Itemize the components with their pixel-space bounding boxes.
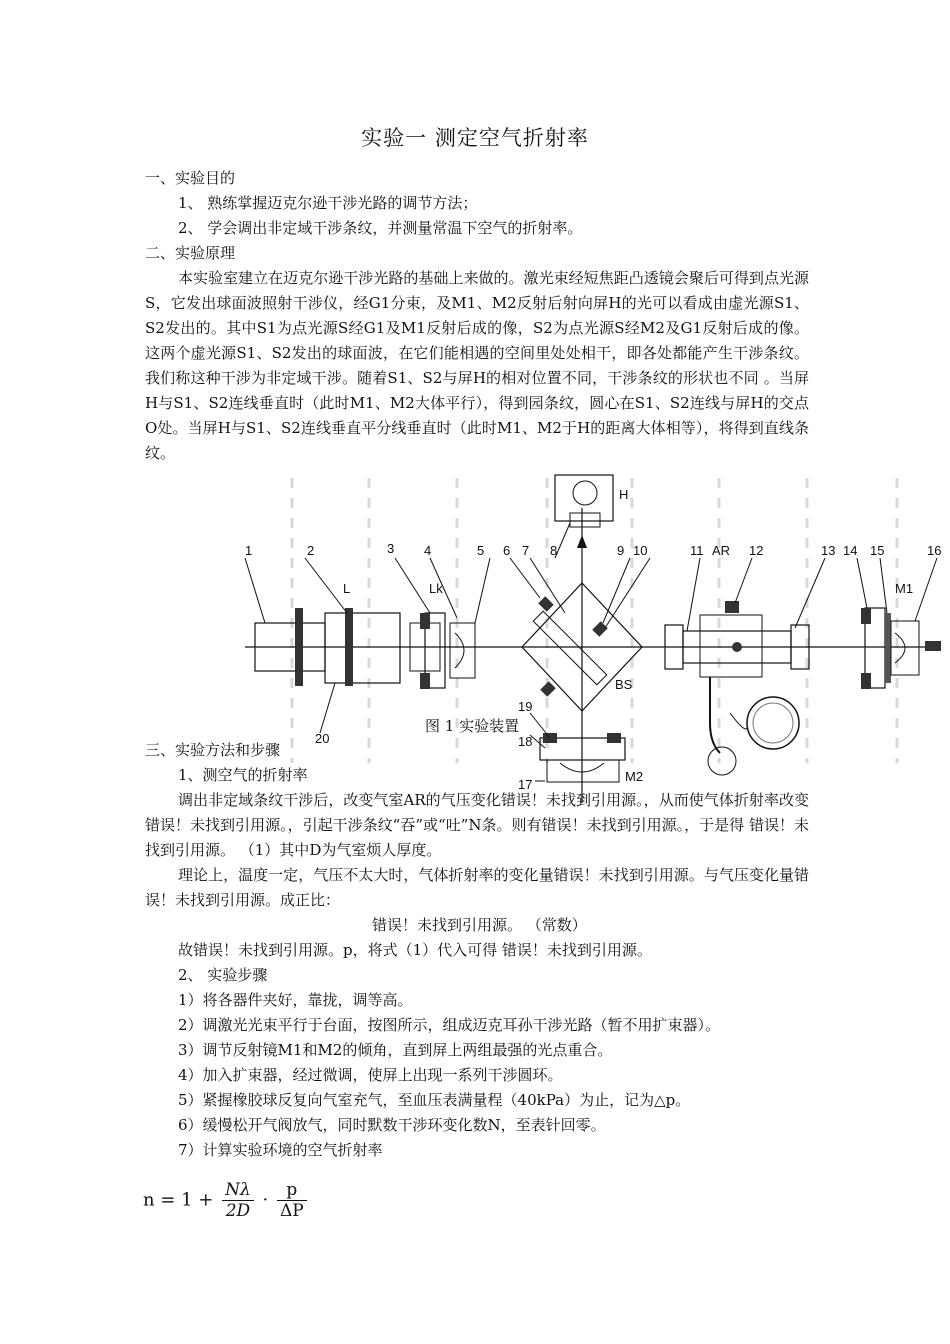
figure-label-15: 15 — [870, 543, 885, 558]
figure-label-H: H — [619, 487, 629, 502]
figure-label-BS: BS — [615, 677, 633, 692]
figure-label-12: 12 — [749, 543, 764, 558]
figure-label-20: 20 — [315, 731, 330, 746]
figure-label-9: 9 — [617, 543, 625, 558]
figure-label-M2: M2 — [625, 769, 644, 784]
formula-num1: Nλ — [225, 1180, 251, 1200]
principle-paragraph: 本实验室建立在迈克尔逊干涉光路的基础上来做的。激光束经短焦距凸透镜会聚后可得到点光源S，它发出球面波照射干涉仪，经G1分束，及M1、M2反射后射向屏H的光可以看成由虚光源S1、S2发出的。其中S1为点光源S经G1及M1反射后成的像，S2为点光源S经M2及G1反射后成的像。这两个虚光源S1、S2发出的球面波，在它们能相遇的空间里处处相干，即各处都能产生干涉条纹。我们称这种干涉为非定域干涉。随着S1、S2与屏H的相对位置不同，干涉条纹的形状也不同 。当屏H与S1、S2连线垂直时（此时M1、M2大体平行），得到园条纹，圆心在S1、S2连线与屏H的交点O处。当屏H与S1、S2连线垂直平分线垂直时（此时M1、M2于H的距离大体相等），将得到直线条纹。 — [145, 269, 809, 462]
figure-label-10: 10 — [633, 543, 648, 558]
formula-num2: p — [277, 1180, 307, 1201]
figure-label-11: 11 — [690, 543, 704, 558]
page-title: 实验一 测定空气折射率 — [361, 126, 589, 150]
method-paragraph-2: 理论上，温度一定，气压不太大时，气体折射率的变化量错误！未找到引用源。与气压变化量错误！未找到引用源。成正比： — [145, 866, 809, 909]
figure-label-13: 13 — [821, 543, 836, 558]
figure-label-Lk: Lk — [429, 581, 443, 596]
figure-label-L: L — [343, 581, 351, 596]
formula-numerator-1 — [222, 1180, 254, 1201]
figure-label-1: 1 — [245, 543, 253, 558]
step-item-4: 4）加入扩束器，经过微调，使屏上出现一系列干涉圆环。 — [178, 1066, 563, 1084]
formula-lhs: n = 1 + — [143, 1189, 214, 1211]
step-item-5: 5）紧握橡胶球反复向气室充气，至血压表满量程（40kPa）为止，记为△p。 — [178, 1091, 691, 1109]
step-item-3: 3）调节反射镜M1和M2的倾角，直到屏上两组最强的光点重合。 — [178, 1041, 613, 1059]
refractive-index-formula — [143, 1180, 310, 1221]
figure-label-17: 17 — [518, 777, 533, 792]
purpose-item-1: 1、 熟练掌握迈克尔逊干涉光路的调节方法； — [178, 194, 478, 212]
formula-fraction-2 — [277, 1180, 307, 1221]
figure-label-18: 18 — [518, 734, 533, 749]
figure-label-AR: AR — [712, 543, 731, 558]
figure-label-3: 3 — [387, 541, 395, 556]
method-paragraph-3: 故错误！未找到引用源。p，将式（1）代入可得 错误！未找到引用源。 — [178, 941, 652, 959]
formula-dot: · — [262, 1189, 269, 1211]
subsection-measure: 1、测空气的折射率 — [178, 766, 308, 784]
figure-label-M1: M1 — [895, 581, 914, 596]
section-heading-purpose: 一、实验目的 — [145, 169, 236, 187]
figure-label-4: 4 — [424, 543, 432, 558]
figure-label-19: 19 — [518, 699, 533, 714]
section-heading-principle: 二、实验原理 — [145, 244, 236, 262]
step-item-2: 2）调激光光束平行于台面，按图所示，组成迈克耳孙干涉光路（暂不用扩束器）。 — [178, 1016, 721, 1034]
figure-label-2: 2 — [307, 543, 315, 558]
step-item-7: 7）计算实验环境的空气折射率 — [178, 1141, 383, 1159]
figure-label-7: 7 — [522, 543, 530, 558]
figure-label-8: 8 — [550, 543, 558, 558]
step-item-1: 1）将各器件夹好，靠拢，调等高。 — [178, 991, 413, 1009]
section-heading-method: 三、实验方法和步骤 — [145, 741, 281, 759]
figure-label-16: 16 — [927, 543, 942, 558]
subsection-steps: 2、 实验步骤 — [178, 966, 268, 984]
formula-den2: ΔP — [279, 1201, 304, 1221]
formula-denominator-1 — [222, 1201, 254, 1221]
method-equation-line: 错误！未找到引用源。 （常数） — [372, 916, 587, 934]
figure-caption: 图 1 实验装置 — [425, 717, 520, 735]
apparatus-figure — [225, 463, 950, 823]
purpose-item-2: 2、 学会调出非定域干涉条纹，并测量常温下空气的折射率。 — [178, 219, 583, 237]
figure-label-14: 14 — [843, 543, 858, 558]
apparatus-diagram — [225, 463, 950, 823]
figure-label-6: 6 — [503, 543, 511, 558]
method-paragraph-1: 调出非定域条纹干涉后，改变气室AR的气压变化错误！未找到引用源。，从而使气体折射率改变错误！未找到引用源。，引起干涉条纹“吞”或“吐”N条。则有错误！未找到引用源。，于是得 错误！未找到引用源。 （1）其中D为气室烦人厚度。 — [145, 791, 809, 859]
formula-den1: 2D — [225, 1201, 251, 1221]
step-item-6: 6）缓慢松开气阀放气，同时默数干涉环变化数N，至表针回零。 — [178, 1116, 606, 1134]
formula-fraction-1 — [222, 1180, 254, 1221]
figure-label-5: 5 — [477, 543, 485, 558]
